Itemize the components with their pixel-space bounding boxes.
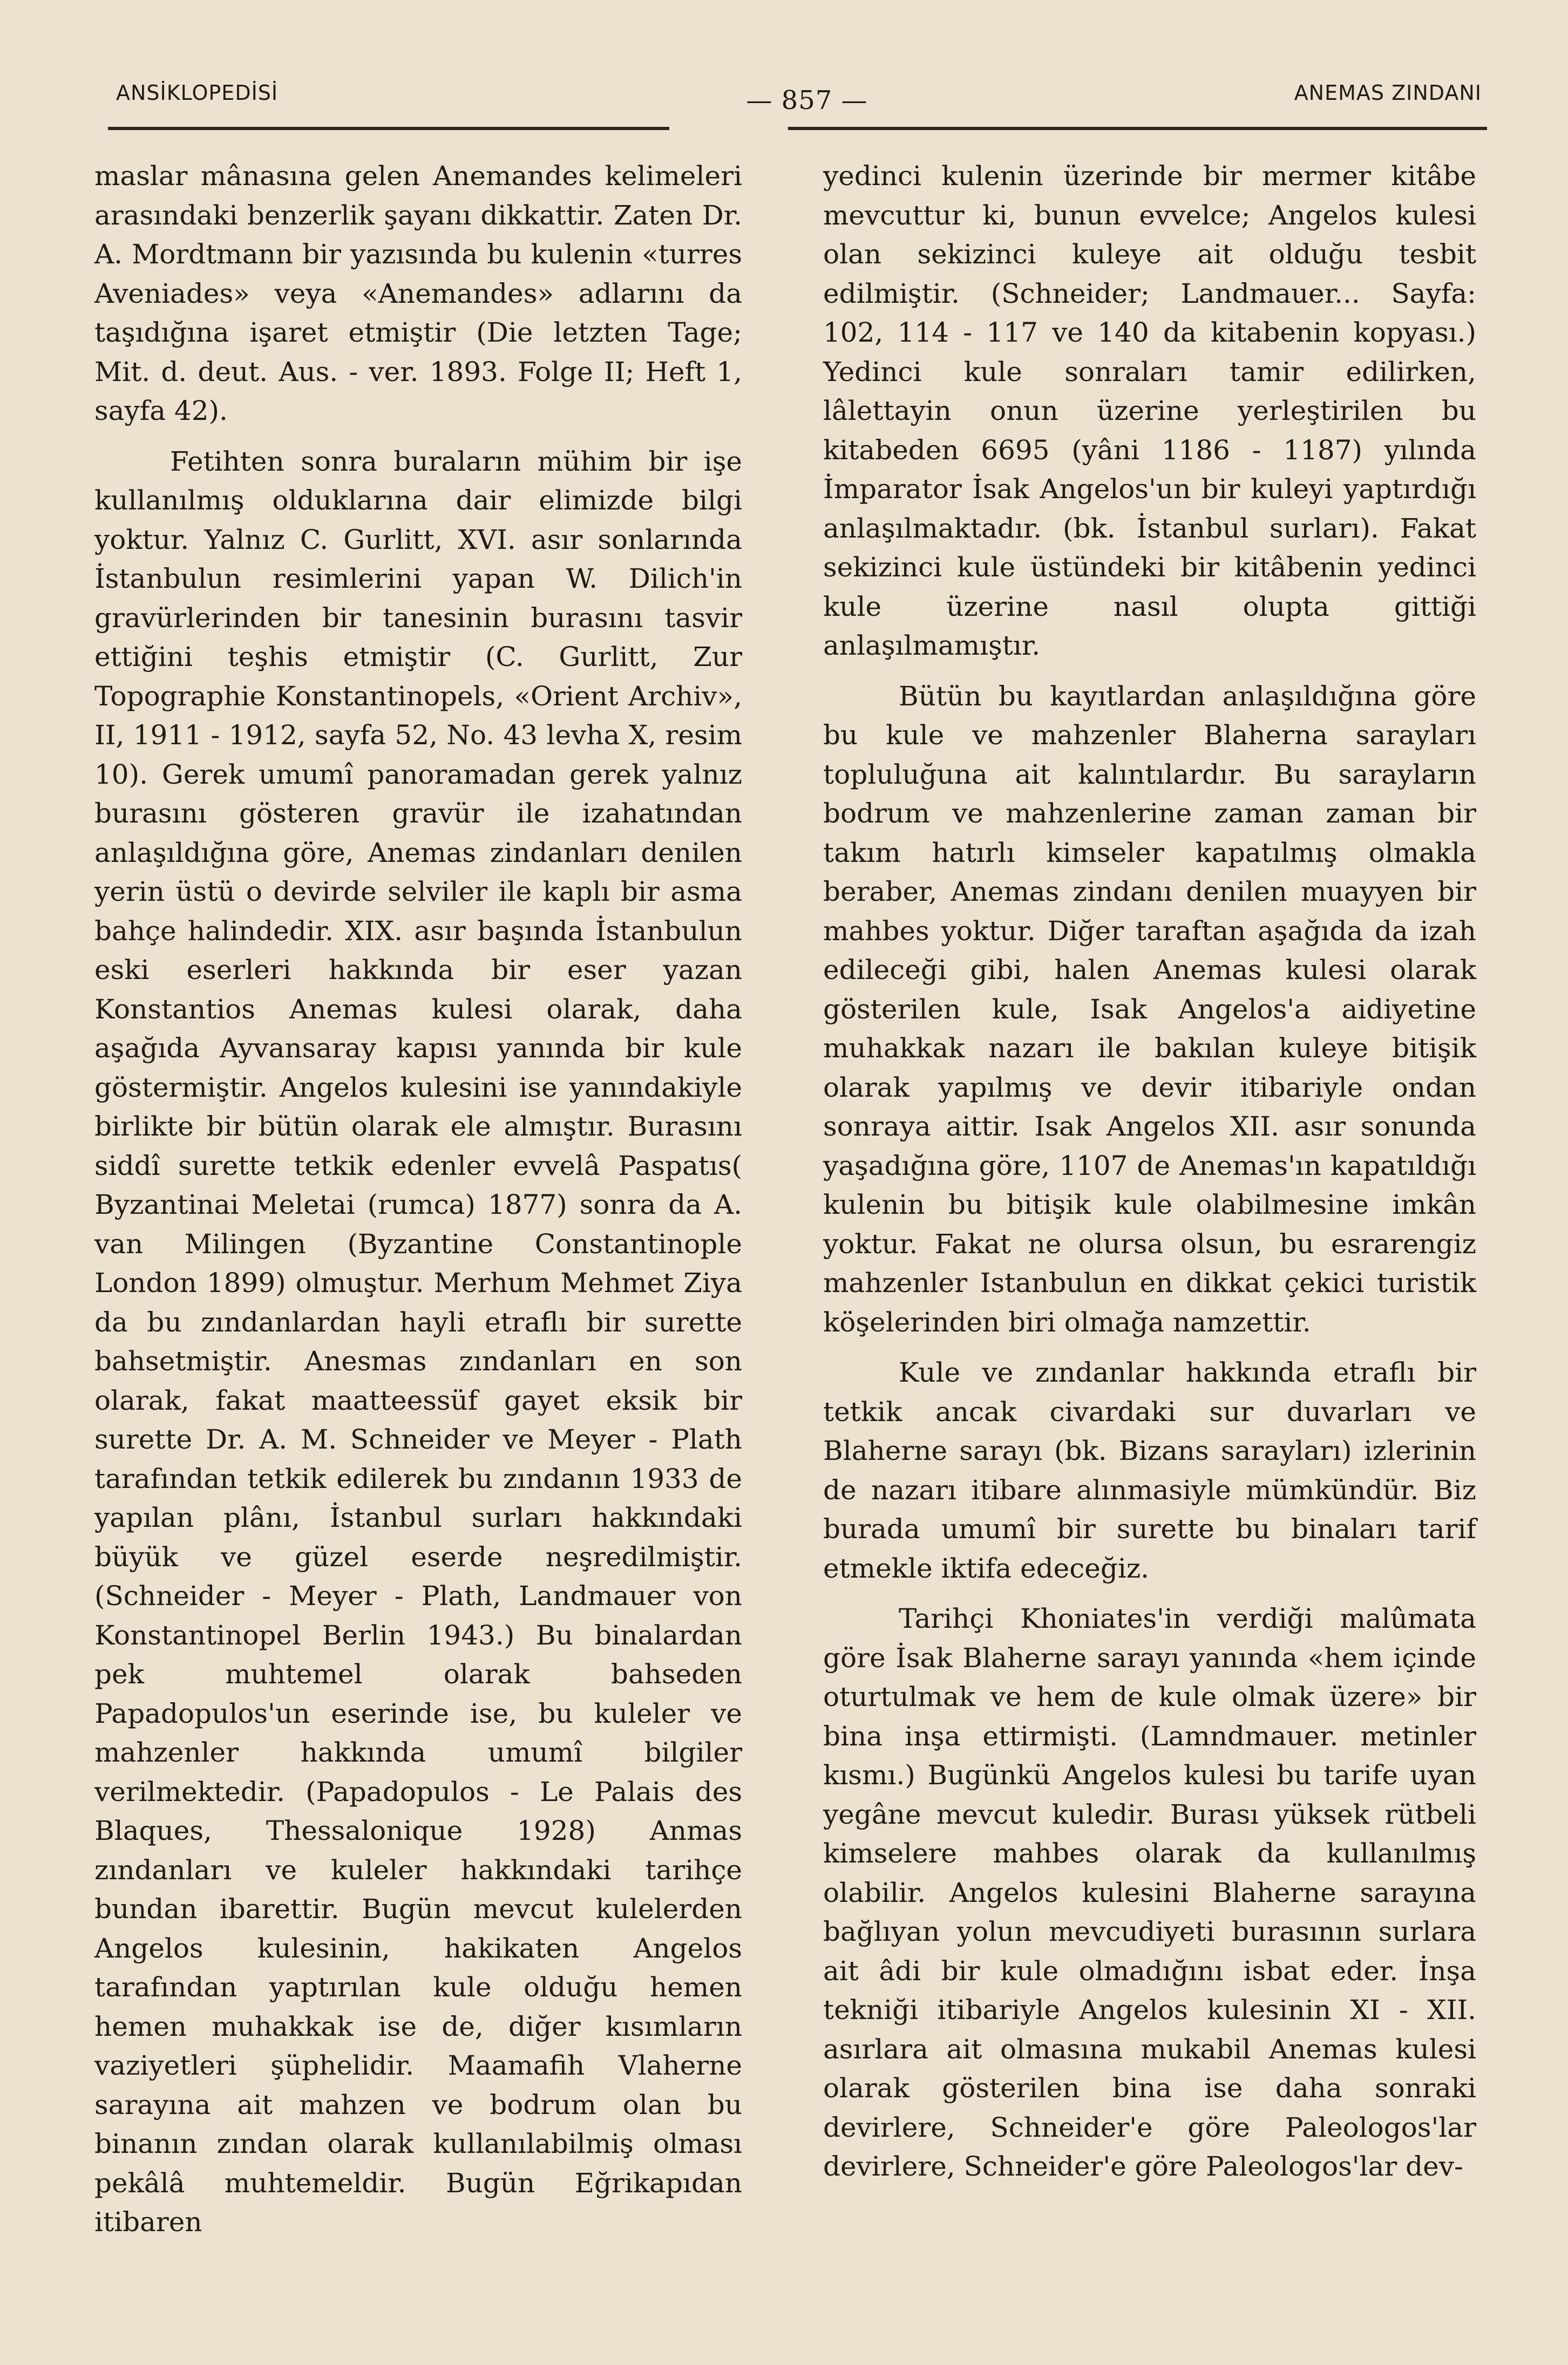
header-rule-right [788, 127, 1487, 130]
paragraph: Tarihçi Khoniates'in verdiği malûmata göre İsak Blaherne sarayı yanında «hem içinde oturtulmak ve hem de kule olmak üzere» bir bina inşa ettirmişti. (Lamndmauer. metinler kısmı.) Bugünkü Angelos kulesi bu tarife uyan yegâne mevcut kuledir. Burası yüksek rütbeli kimselere mahbes olarak da kullanılmış olabilir. Angelos kulesini Blaherne sarayına bağlıyan yolun mevcudiyeti burasının surlara ait âdi bir kule olmadığını isbat eder. İnşa tekniği itibariyle Angelos kulesinin XI - XII. asırlara ait olmasına mukabil Anemas kulesi olarak gösterilen bina ise daha sonraki devirlere, Schneider'e göre Paleologos'lar devirlere, Schneider'e göre Paleologos'lar dev- [823, 1603, 1476, 2182]
running-head-right: ANEMAS ZINDANI [1294, 81, 1482, 105]
paragraph: yedinci kulenin üzerinde bir mermer kitâbe mevcuttur ki, bunun evvelce; Angelos kulesi olan sekizinci kuleye ait olduğu tesbit edilmiştir. (Schneider; Landmauer... Sayfa: 102, 114 - 117 ve 140 da kitabenin kopyası.) Yedinci kule sonraları tamir edilirken, lâlettayin onun üzerine yerleştirilen bu kitabeden 6695 (yâni 1186 - 1187) yılında İmparator İsak Angelos'un bir kuleyi yaptırdığı anlaşılmaktadır. (bk. İstanbul surları). Fakat sekizinci kule üstündeki bir kitâbenin yedinci kule üzerine nasıl olupta gittiği anlaşılmamıştır. [823, 160, 1476, 661]
paragraph: Kule ve zındanlar hakkında etraflı bir tetkik ancak civardaki sur duvarları ve Blaherne sarayı (bk. Bizans sarayları) izlerinin de nazarı itibare alınmasiyle mümkündür. Biz burada umumî bir surette bu binaları tarif etmekle iktifa edeceğiz. [823, 1357, 1476, 1584]
paragraph: Fetihten sonra buraların mühim bir işe kullanılmış olduklarına dair elimizde bilgi yoktur. Yalnız C. Gurlitt, XVI. asır sonlarında İstanbulun resimlerini yapan W. Dilich'in gravürlerinden bir tanesinin burasını tasvir ettiğini teşhis etmiştir (C. Gurlitt, Zur Topographie Konstantinopels, «Orient Archiv», II, 1911 - 1912, sayfa 52, No. 43 levha X, resim 10). Gerek umumî panoramadan gerek yalnız burasını gösteren gravür ile izahatından anlaşıldığına göre, Anemas zindanları denilen yerin üstü o devirde selviler ile kaplı bir asma bahçe halindedir. XIX. asır başında İstanbulun eski eserleri hakkında bir eser yazan Konstantios Anemas kulesi olarak, daha aşağıda Ayvansaray kapısı yanında bir kule göstermiştir. Angelos kulesini ise yanındakiyle birlikte bir bütün olarak ele almıştır. Burasını siddî surette tetkik edenler evvelâ Paspatıs( Byzantinai Meletai (rumca) 1877) sonra da A. van Milingen (Byzantine Constantinople London 1899) olmuştur. Merhum Mehmet Ziya da bu zındanlardan hayli etraflı bir surette bahsetmiştir. Anesmas zındanları en son olarak, fakat maatteessüf gayet eksik bir surette Dr. A. M. Schneider ve Meyer - Plath tarafından tetkik edilerek bu zındanın 1933 de yapılan plânı, İstanbul surları hakkındaki büyük ve güzel eserde neşredilmiştir. (Schneider - Meyer - Plath, Landmauer von Konstantinopel Berlin 1943.) Bu binalardan pek muhtemel olarak bahseden Papadopulos'un eserinde ise, bu kuleler ve mahzenler hakkında umumî bilgiler verilmektedir. (Papadopulos - Le Palais des Blaques, Thessalonique 1928) Anmas zındanları ve kuleler hakkındaki tarihçe bundan ibarettir. Bugün mevcut kulelerden Angelos kulesinin, hakikaten Angelos tarafından yaptırılan kule olduğu hemen hemen muhakkak ise de, diğer kısımların vaziyetleri şüphelidir. Maamafih Vlaherne sarayına ait mahzen ve bodrum olan bu binanın zından olarak kullanılabilmiş olması pekâlâ muhtemeldir. Bugün Eğrikapıdan itibaren [94, 445, 742, 2238]
paragraph: maslar mânasına gelen Anemandes kelimeleri arasındaki benzerlik şayanı dikkattir. Zaten Dr. A. Mordtmann bir yazısında bu kulenin «turres Aveniades» veya «Anemandes» adlarını da taşıdığına işaret etmiştir (Die letzten Tage; Mit. d. deut. Aus. - ver. 1893. Folge II; Heft 1, sayfa 42). [94, 160, 742, 426]
header-rule-left [108, 127, 669, 130]
page-number: — 857 — [746, 85, 868, 115]
right-column [823, 157, 1476, 2198]
running-head-left: ANSİKLOPEDİSİ [116, 81, 279, 105]
left-column [94, 157, 742, 2253]
paragraph: Bütün bu kayıtlardan anlaşıldığına göre bu kule ve mahzenler Blaherna sarayları topluluğuna ait kalıntılardır. Bu sarayların bodrum ve mahzenlerine zaman zaman bir takım hatırlı kimseler kapatılmış olmakla beraber, Anemas zindanı denilen muayyen bir mahbes yoktur. Diğer taraftan aşağıda da izah edileceği gibi, halen Anemas kulesi olarak gösterilen kule, Isak Angelos'a aidiyetine muhakkak nazarı ile bakılan kuleye bitişik olarak yapılmış ve devir itibariyle ondan sonraya aittir. Isak Angelos XII. asır sonunda yaşadığına göre, 1107 de Anemas'ın kapatıldığı kulenin bu bitişik kule olabilmesine imkân yoktur. Fakat ne olursa olsun, bu esrarengiz mahzenler Istanbulun en dikkat çekici turistik köşelerinden biri olmağa namzettir. [823, 680, 1476, 1338]
